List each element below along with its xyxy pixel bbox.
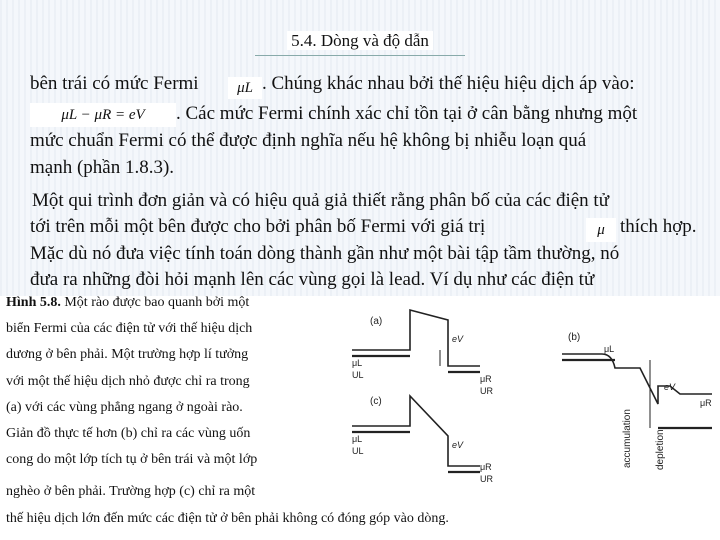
p1-line4: mạnh (phần 1.8.3). (30, 157, 175, 178)
fig-c-UR: UR (480, 474, 493, 484)
caption-line9: thế hiệu dịch lớn đến mức các điện tử ở bên phải không có đóng góp vào dòng. (6, 511, 449, 526)
caption-label: Hình 5.8. (6, 295, 61, 310)
caption-line3: dương ở bên phải. Một trường hợp lí tưởng (6, 347, 249, 362)
fig-a-eV: eV (452, 334, 464, 344)
p2-line2a: tới trên mỗi một bên được cho bởi phân bố Fermi với giá trị (30, 216, 486, 237)
fig-c-muL: μL (352, 434, 363, 444)
math-equation: μL − μR = eV (30, 103, 176, 127)
caption-line1: Một rào được bao quanh bởi một (60, 295, 250, 310)
fig-c-muR: μR (480, 462, 492, 472)
caption-line5: (a) với các vùng phẳng ngang ở ngoài rào. (6, 400, 243, 415)
p1-line3: mức chuẩn Fermi có thể được định nghĩa nếu hệ không bị nhiễu loạn quá (30, 130, 587, 151)
fig-c-eV: eV (452, 440, 464, 450)
fig-b-accumulation: accumulation (622, 409, 633, 468)
fig-c-UL: UL (352, 446, 364, 456)
math-muL: μL (228, 77, 262, 99)
fig-a-UR: UR (480, 386, 493, 396)
caption-line2: biển Fermi của các điện tử với thế hiệu dịch (6, 321, 253, 336)
band-diagram-figure (340, 298, 718, 492)
fig-a-muR: μR (480, 374, 492, 384)
diagram-b-band (562, 354, 712, 404)
caption-line4: với một thế hiệu dịch nhỏ được chỉ ra trong (6, 374, 250, 389)
fig-label-b: (b) (568, 332, 581, 343)
fig-label-a: (a) (370, 316, 383, 327)
p2-line3: Mặc dù nó đưa việc tính toán dòng thành gần như một bài tập tầm thường, nó (30, 243, 620, 264)
p2-line1: Một qui trình đơn giản và có hiệu quả giả thiết rằng phân bố của các điện tử (32, 190, 609, 211)
math-mu: μ (586, 218, 616, 242)
caption-line6: Giản đồ thực tế hơn (b) chỉ ra các vùng uốn (6, 426, 251, 441)
p1-line2: . Các mức Fermi chính xác chỉ tồn tại ở cân bằng nhưng một (176, 103, 638, 124)
p1-line1a: bên trái có mức Fermi (30, 73, 199, 94)
fig-b-muL: μL (604, 344, 615, 354)
p2-line4: đưa ra những đòi hỏi mạnh lên các vùng gọi là lead. Ví dụ như các điện tử (30, 269, 595, 290)
fig-label-c: (c) (370, 396, 382, 407)
caption-line8: nghèo ở bên phải. Trường hợp (c) chỉ ra một (6, 484, 256, 499)
fig-b-depletion: depletion (655, 429, 666, 470)
p1-line1b: . Chúng khác nhau bởi thế hiệu hiệu dịch áp vào: (262, 73, 635, 94)
fig-a-muL: μL (352, 358, 363, 368)
fig-b-eV: eV (664, 382, 676, 392)
fig-b-muR: μR (700, 398, 712, 408)
title-underline (255, 55, 465, 56)
caption-line7: cong do một lớp tích tụ ở bên trái và một lớp (6, 452, 258, 467)
page-title: 5.4. Dòng và độ dẫn (0, 31, 720, 51)
p2-line2b: thích hợp. (620, 216, 697, 237)
fig-a-UL: UL (352, 370, 364, 380)
